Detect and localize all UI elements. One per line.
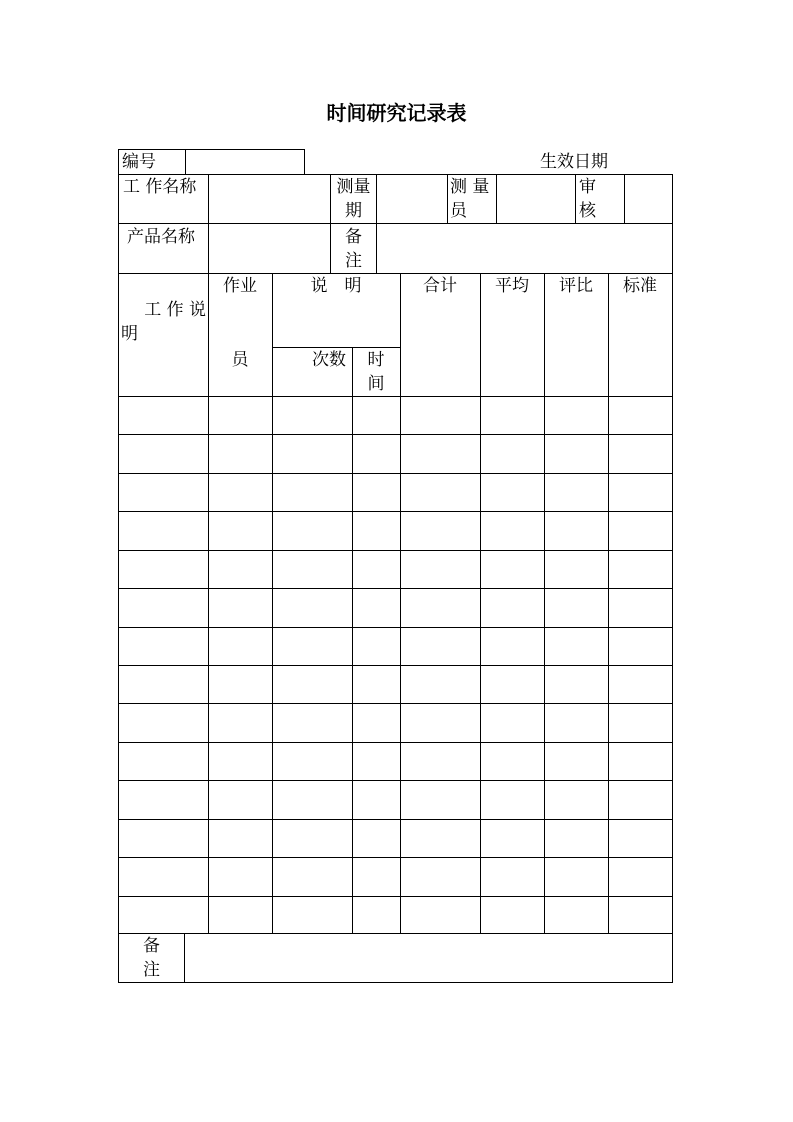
- cell-count[interactable]: [274, 744, 351, 779]
- cell-average[interactable]: [482, 629, 543, 664]
- cell-average[interactable]: [482, 821, 543, 856]
- cell-job-desc[interactable]: [120, 821, 207, 856]
- col-header-operator-bottom: 员: [231, 350, 249, 370]
- row-divider: [118, 550, 673, 551]
- col-header-job-desc-line1: 工 作 说: [144, 300, 206, 320]
- cell-average[interactable]: [482, 898, 543, 933]
- row-divider: [118, 703, 673, 704]
- cell-operator[interactable]: [210, 821, 271, 856]
- cell-standard[interactable]: [610, 667, 671, 702]
- info-remarks-label-line2: 注: [345, 251, 362, 271]
- measurer-label-line2: 员: [450, 201, 467, 221]
- cell-operator[interactable]: [210, 398, 271, 433]
- cell-count[interactable]: [274, 859, 351, 895]
- cell-rating[interactable]: [546, 821, 607, 856]
- info-divider-6: [575, 174, 576, 224]
- col-header-total: 合计: [423, 276, 457, 296]
- cell-operator[interactable]: [210, 475, 271, 510]
- cell-operator[interactable]: [210, 629, 271, 664]
- cell-rating[interactable]: [546, 590, 607, 626]
- info-divider-5: [496, 174, 497, 224]
- cell-average[interactable]: [482, 398, 543, 433]
- cell-total[interactable]: [402, 744, 479, 779]
- footer-remarks-label-line2: 注: [143, 960, 160, 980]
- cell-total[interactable]: [402, 782, 479, 818]
- serial-label-text: 编号: [122, 152, 156, 172]
- measure-date-input[interactable]: [378, 176, 446, 222]
- reviewer-label-line1: 审: [579, 177, 596, 197]
- measurer-input[interactable]: [498, 176, 574, 222]
- cell-standard[interactable]: [610, 436, 671, 472]
- cell-total[interactable]: [402, 859, 479, 895]
- cell-job-desc[interactable]: [120, 667, 207, 702]
- cell-time[interactable]: [354, 667, 399, 702]
- cell-average[interactable]: [482, 744, 543, 779]
- page-title: 时间研究记录表: [326, 101, 467, 125]
- cell-job-desc[interactable]: [120, 475, 207, 510]
- cell-job-desc[interactable]: [120, 705, 207, 741]
- cell-job-desc[interactable]: [120, 859, 207, 895]
- serial-label: [118, 149, 186, 175]
- col-header-description: 说 明: [310, 276, 362, 296]
- cell-job-desc[interactable]: [120, 552, 207, 587]
- cell-total[interactable]: [402, 705, 479, 741]
- row-divider: [118, 896, 673, 897]
- measure-date-label-line1: 测量: [336, 177, 371, 197]
- cell-rating[interactable]: [546, 898, 607, 933]
- reviewer-label-line2: 核: [579, 201, 596, 221]
- info-row-divider: [118, 223, 673, 224]
- col-divider-1: [208, 273, 209, 934]
- cell-total[interactable]: [402, 513, 479, 549]
- cell-rating[interactable]: [546, 782, 607, 818]
- cell-count[interactable]: [274, 590, 351, 626]
- cell-average[interactable]: [482, 436, 543, 472]
- cell-count[interactable]: [274, 552, 351, 587]
- col-divider-2: [272, 273, 273, 934]
- cell-total[interactable]: [402, 398, 479, 433]
- cell-time[interactable]: [354, 705, 399, 741]
- cell-standard[interactable]: [610, 744, 671, 779]
- cell-rating[interactable]: [546, 744, 607, 779]
- cell-operator[interactable]: [210, 436, 271, 472]
- cell-operator[interactable]: [210, 859, 271, 895]
- product-name-label: 产品名称: [127, 227, 195, 247]
- cell-standard[interactable]: [610, 705, 671, 741]
- cell-total[interactable]: [402, 590, 479, 626]
- info-divider-1: [208, 174, 209, 274]
- cell-standard[interactable]: [610, 552, 671, 587]
- cell-standard[interactable]: [610, 898, 671, 933]
- row-divider: [118, 434, 673, 435]
- cell-operator[interactable]: [210, 782, 271, 818]
- cell-operator[interactable]: [210, 744, 271, 779]
- cell-standard[interactable]: [610, 629, 671, 664]
- col-header-job-desc: [121, 298, 208, 346]
- cell-standard[interactable]: [610, 513, 671, 549]
- cell-rating[interactable]: [546, 859, 607, 895]
- cell-average[interactable]: [482, 513, 543, 549]
- col-header-operator-top: 作业: [223, 276, 257, 296]
- row-divider: [118, 780, 673, 781]
- cell-average[interactable]: [482, 475, 543, 510]
- cell-average[interactable]: [482, 667, 543, 702]
- reviewer-label: [579, 175, 624, 223]
- cell-time[interactable]: [354, 859, 399, 895]
- job-name-input[interactable]: [210, 176, 328, 222]
- col-header-count: 次数: [312, 350, 346, 370]
- cell-count[interactable]: [274, 513, 351, 549]
- measurer-label: [450, 175, 496, 223]
- cell-count[interactable]: [274, 475, 351, 510]
- row-divider: [118, 473, 673, 474]
- cell-count[interactable]: [274, 436, 351, 472]
- cell-job-desc[interactable]: [120, 629, 207, 664]
- cell-count[interactable]: [274, 398, 351, 433]
- info-divider-4: [447, 174, 448, 224]
- cell-time[interactable]: [354, 513, 399, 549]
- col-header-time-line1: 时: [367, 350, 385, 370]
- col-header-rating: 评比: [559, 276, 593, 296]
- cell-standard[interactable]: [610, 859, 671, 895]
- cell-standard[interactable]: [610, 590, 671, 626]
- row-divider: [118, 396, 673, 397]
- cell-operator[interactable]: [210, 667, 271, 702]
- cell-time[interactable]: [354, 898, 399, 933]
- cell-count[interactable]: [274, 667, 351, 702]
- cell-rating[interactable]: [546, 705, 607, 741]
- cell-total[interactable]: [402, 667, 479, 702]
- info-remarks-label: [331, 225, 376, 273]
- cell-count[interactable]: [274, 629, 351, 664]
- cell-time[interactable]: [354, 629, 399, 664]
- cell-time[interactable]: [354, 552, 399, 587]
- footer-remarks-label-line1: 备: [143, 936, 160, 956]
- col-divider-4: [400, 273, 401, 934]
- cell-rating[interactable]: [546, 513, 607, 549]
- col-header-time: [352, 348, 400, 396]
- reviewer-input[interactable]: [626, 176, 671, 222]
- cell-job-desc[interactable]: [120, 782, 207, 818]
- cell-standard[interactable]: [610, 475, 671, 510]
- info-divider-3: [376, 174, 377, 274]
- col-header-average: 平均: [495, 276, 529, 296]
- row-divider: [118, 857, 673, 858]
- cell-count[interactable]: [274, 821, 351, 856]
- measure-date-label: [331, 175, 376, 223]
- row-divider: [118, 665, 673, 666]
- cell-time[interactable]: [354, 398, 399, 433]
- cell-job-desc[interactable]: [120, 898, 207, 933]
- cell-average[interactable]: [482, 782, 543, 818]
- cell-rating[interactable]: [546, 667, 607, 702]
- cell-operator[interactable]: [210, 552, 271, 587]
- cell-time[interactable]: [354, 821, 399, 856]
- cell-rating[interactable]: [546, 475, 607, 510]
- cell-average[interactable]: [482, 859, 543, 895]
- col-divider-6: [544, 273, 545, 934]
- cell-total[interactable]: [402, 898, 479, 933]
- col-header-job-desc-line2: 明: [121, 324, 138, 344]
- row-divider: [118, 511, 673, 512]
- cell-count[interactable]: [274, 898, 351, 933]
- cell-job-desc[interactable]: [120, 398, 207, 433]
- cell-total[interactable]: [402, 552, 479, 587]
- cell-operator[interactable]: [210, 898, 271, 933]
- cell-count[interactable]: [274, 782, 351, 818]
- footer-remarks-input[interactable]: [186, 935, 671, 981]
- row-divider: [118, 588, 673, 589]
- cell-job-desc[interactable]: [120, 744, 207, 779]
- cell-operator[interactable]: [210, 590, 271, 626]
- cell-total[interactable]: [402, 821, 479, 856]
- cell-operator[interactable]: [210, 513, 271, 549]
- cell-rating[interactable]: [546, 552, 607, 587]
- cell-average[interactable]: [482, 705, 543, 741]
- cell-time[interactable]: [354, 782, 399, 818]
- measure-date-label-line2: 期: [345, 201, 362, 221]
- cell-job-desc[interactable]: [120, 513, 207, 549]
- cell-count[interactable]: [274, 705, 351, 741]
- product-name-input[interactable]: [210, 225, 328, 272]
- cell-total[interactable]: [402, 475, 479, 510]
- measurer-label-line1: 测 量: [450, 177, 490, 197]
- cell-average[interactable]: [482, 590, 543, 626]
- cell-average[interactable]: [482, 552, 543, 587]
- cell-job-desc[interactable]: [120, 436, 207, 472]
- serial-input[interactable]: [185, 149, 305, 175]
- cell-standard[interactable]: [610, 398, 671, 433]
- info-remarks-input[interactable]: [378, 225, 671, 272]
- row-divider: [118, 742, 673, 743]
- row-divider: [118, 627, 673, 628]
- cell-total[interactable]: [402, 436, 479, 472]
- col-divider-5: [480, 273, 481, 934]
- row-divider: [118, 819, 673, 820]
- cell-time[interactable]: [354, 436, 399, 472]
- info-divider-7: [624, 174, 625, 224]
- footer-remarks-label: [119, 934, 184, 982]
- info-remarks-label-line1: 备: [345, 227, 362, 247]
- cell-job-desc[interactable]: [120, 590, 207, 626]
- cell-total[interactable]: [402, 629, 479, 664]
- col-header-standard: 标准: [623, 276, 657, 296]
- col-divider-7: [608, 273, 609, 934]
- col-header-time-line2: 间: [367, 374, 385, 394]
- job-name-label: 工 作名称: [123, 177, 197, 197]
- cell-standard[interactable]: [610, 821, 671, 856]
- cell-operator[interactable]: [210, 705, 271, 741]
- cell-time[interactable]: [354, 744, 399, 779]
- cell-rating[interactable]: [546, 629, 607, 664]
- effective-date-label: 生效日期: [540, 152, 608, 172]
- cell-rating[interactable]: [546, 436, 607, 472]
- cell-rating[interactable]: [546, 398, 607, 433]
- cell-time[interactable]: [354, 590, 399, 626]
- cell-time[interactable]: [354, 475, 399, 510]
- footer-remarks-divider: [184, 933, 185, 983]
- cell-standard[interactable]: [610, 782, 671, 818]
